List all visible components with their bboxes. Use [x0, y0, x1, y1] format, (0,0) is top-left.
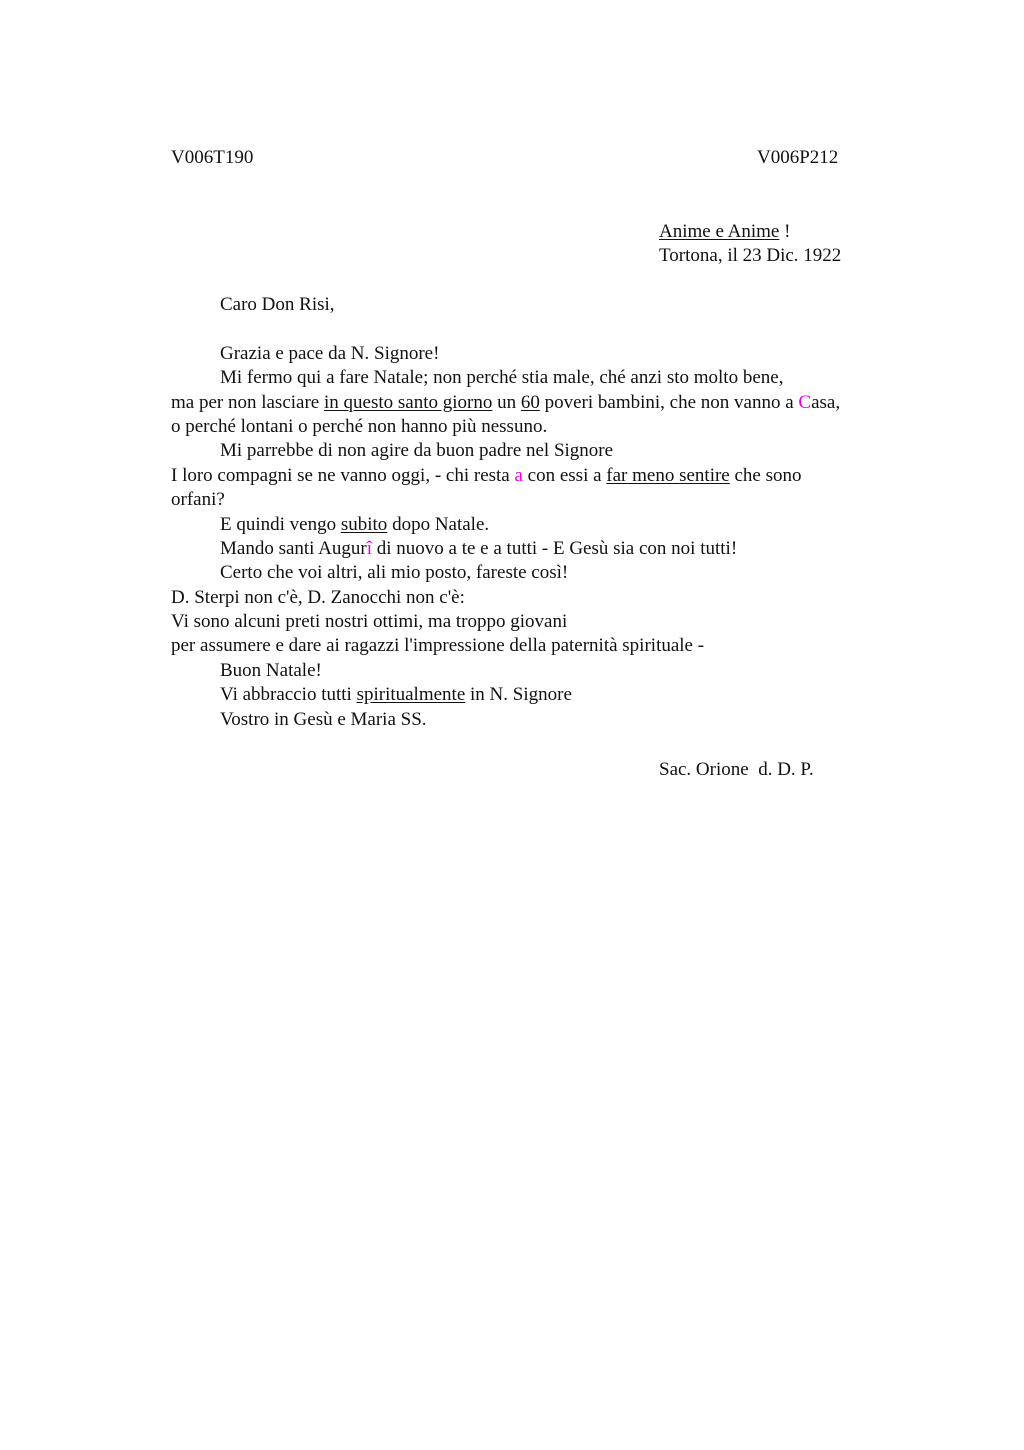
- salutation: Caro Don Risi,: [220, 294, 335, 315]
- reference-code-left: V006T190: [171, 147, 254, 168]
- highlighted-text: a: [514, 464, 523, 486]
- text-span: un: [492, 391, 521, 413]
- body-line-13: Buon Natale!: [220, 659, 322, 681]
- body-line-7: [171, 513, 911, 537]
- underlined-text: in questo santo giorno: [323, 391, 493, 413]
- underlined-text: far meno sentire: [606, 464, 730, 486]
- greeting: Grazia e pace da N. Signore!: [220, 342, 440, 364]
- body-line-4: Mi parrebbe di non agire da buon padre nel Signore: [220, 440, 614, 462]
- text-span: asa,: [811, 391, 841, 413]
- underlined-text: subito: [340, 513, 388, 535]
- text-span: Vi abbraccio tutti: [220, 684, 357, 706]
- text-span: Mando santi Augur: [220, 537, 367, 559]
- signature: Sac. Orione d. D. P.: [659, 759, 814, 780]
- text-span: in N. Signore: [465, 684, 572, 706]
- text-span: ma per non lasciare: [171, 391, 324, 413]
- underlined-text: spiritualmente: [356, 684, 466, 706]
- highlighted-text: C: [798, 391, 812, 413]
- body-line-10: D. Sterpi non c'è, D. Zanocchi non c'è:: [171, 586, 465, 608]
- body-line-6: orfani?: [171, 489, 225, 511]
- highlighted-text: î: [366, 537, 372, 559]
- body-line-2: [171, 391, 911, 415]
- body-line-8: [171, 537, 911, 561]
- reference-code-right: V006P212: [757, 147, 839, 168]
- text-span: di nuovo a te e a tutti - E Gesù sia con noi tutti!: [372, 537, 738, 559]
- closing: Vostro in Gesù e Maria SS.: [220, 708, 427, 730]
- letter-body: [171, 293, 911, 732]
- body-line-12: per assumere e dare ai ragazzi l'impressione della paternità spirituale -: [171, 635, 705, 657]
- place-date: Tortona, il 23 Dic. 1922: [659, 245, 842, 267]
- body-line-1: Mi fermo qui a fare Natale; non perché stia male, ché anzi sto molto bene,: [220, 367, 784, 389]
- body-line-14: [171, 683, 911, 707]
- blank-line: [171, 317, 911, 341]
- body-line-11: Vi sono alcuni preti nostri ottimi, ma troppo giovani: [171, 611, 568, 633]
- text-span: con essi a: [522, 464, 607, 486]
- motto-line: [659, 220, 841, 244]
- letter-heading: [659, 220, 841, 269]
- text-span: poveri bambini, che non vanno a: [539, 391, 799, 413]
- text-span: I loro compagni se ne vanno oggi, - chi resta: [171, 464, 515, 486]
- body-line-9: Certo che voi altri, ali mio posto, fareste così!: [220, 562, 569, 584]
- body-line-5: [171, 464, 911, 488]
- text-span: E quindi vengo: [220, 513, 341, 535]
- motto: Anime e Anime: [659, 221, 780, 242]
- text-span: dopo Natale.: [387, 513, 490, 535]
- underlined-text: 60: [520, 391, 540, 413]
- text-span: che sono: [729, 464, 802, 486]
- motto-punctuation: !: [779, 221, 791, 242]
- body-line-3: o perché lontani o perché non hanno più nessuno.: [171, 415, 548, 437]
